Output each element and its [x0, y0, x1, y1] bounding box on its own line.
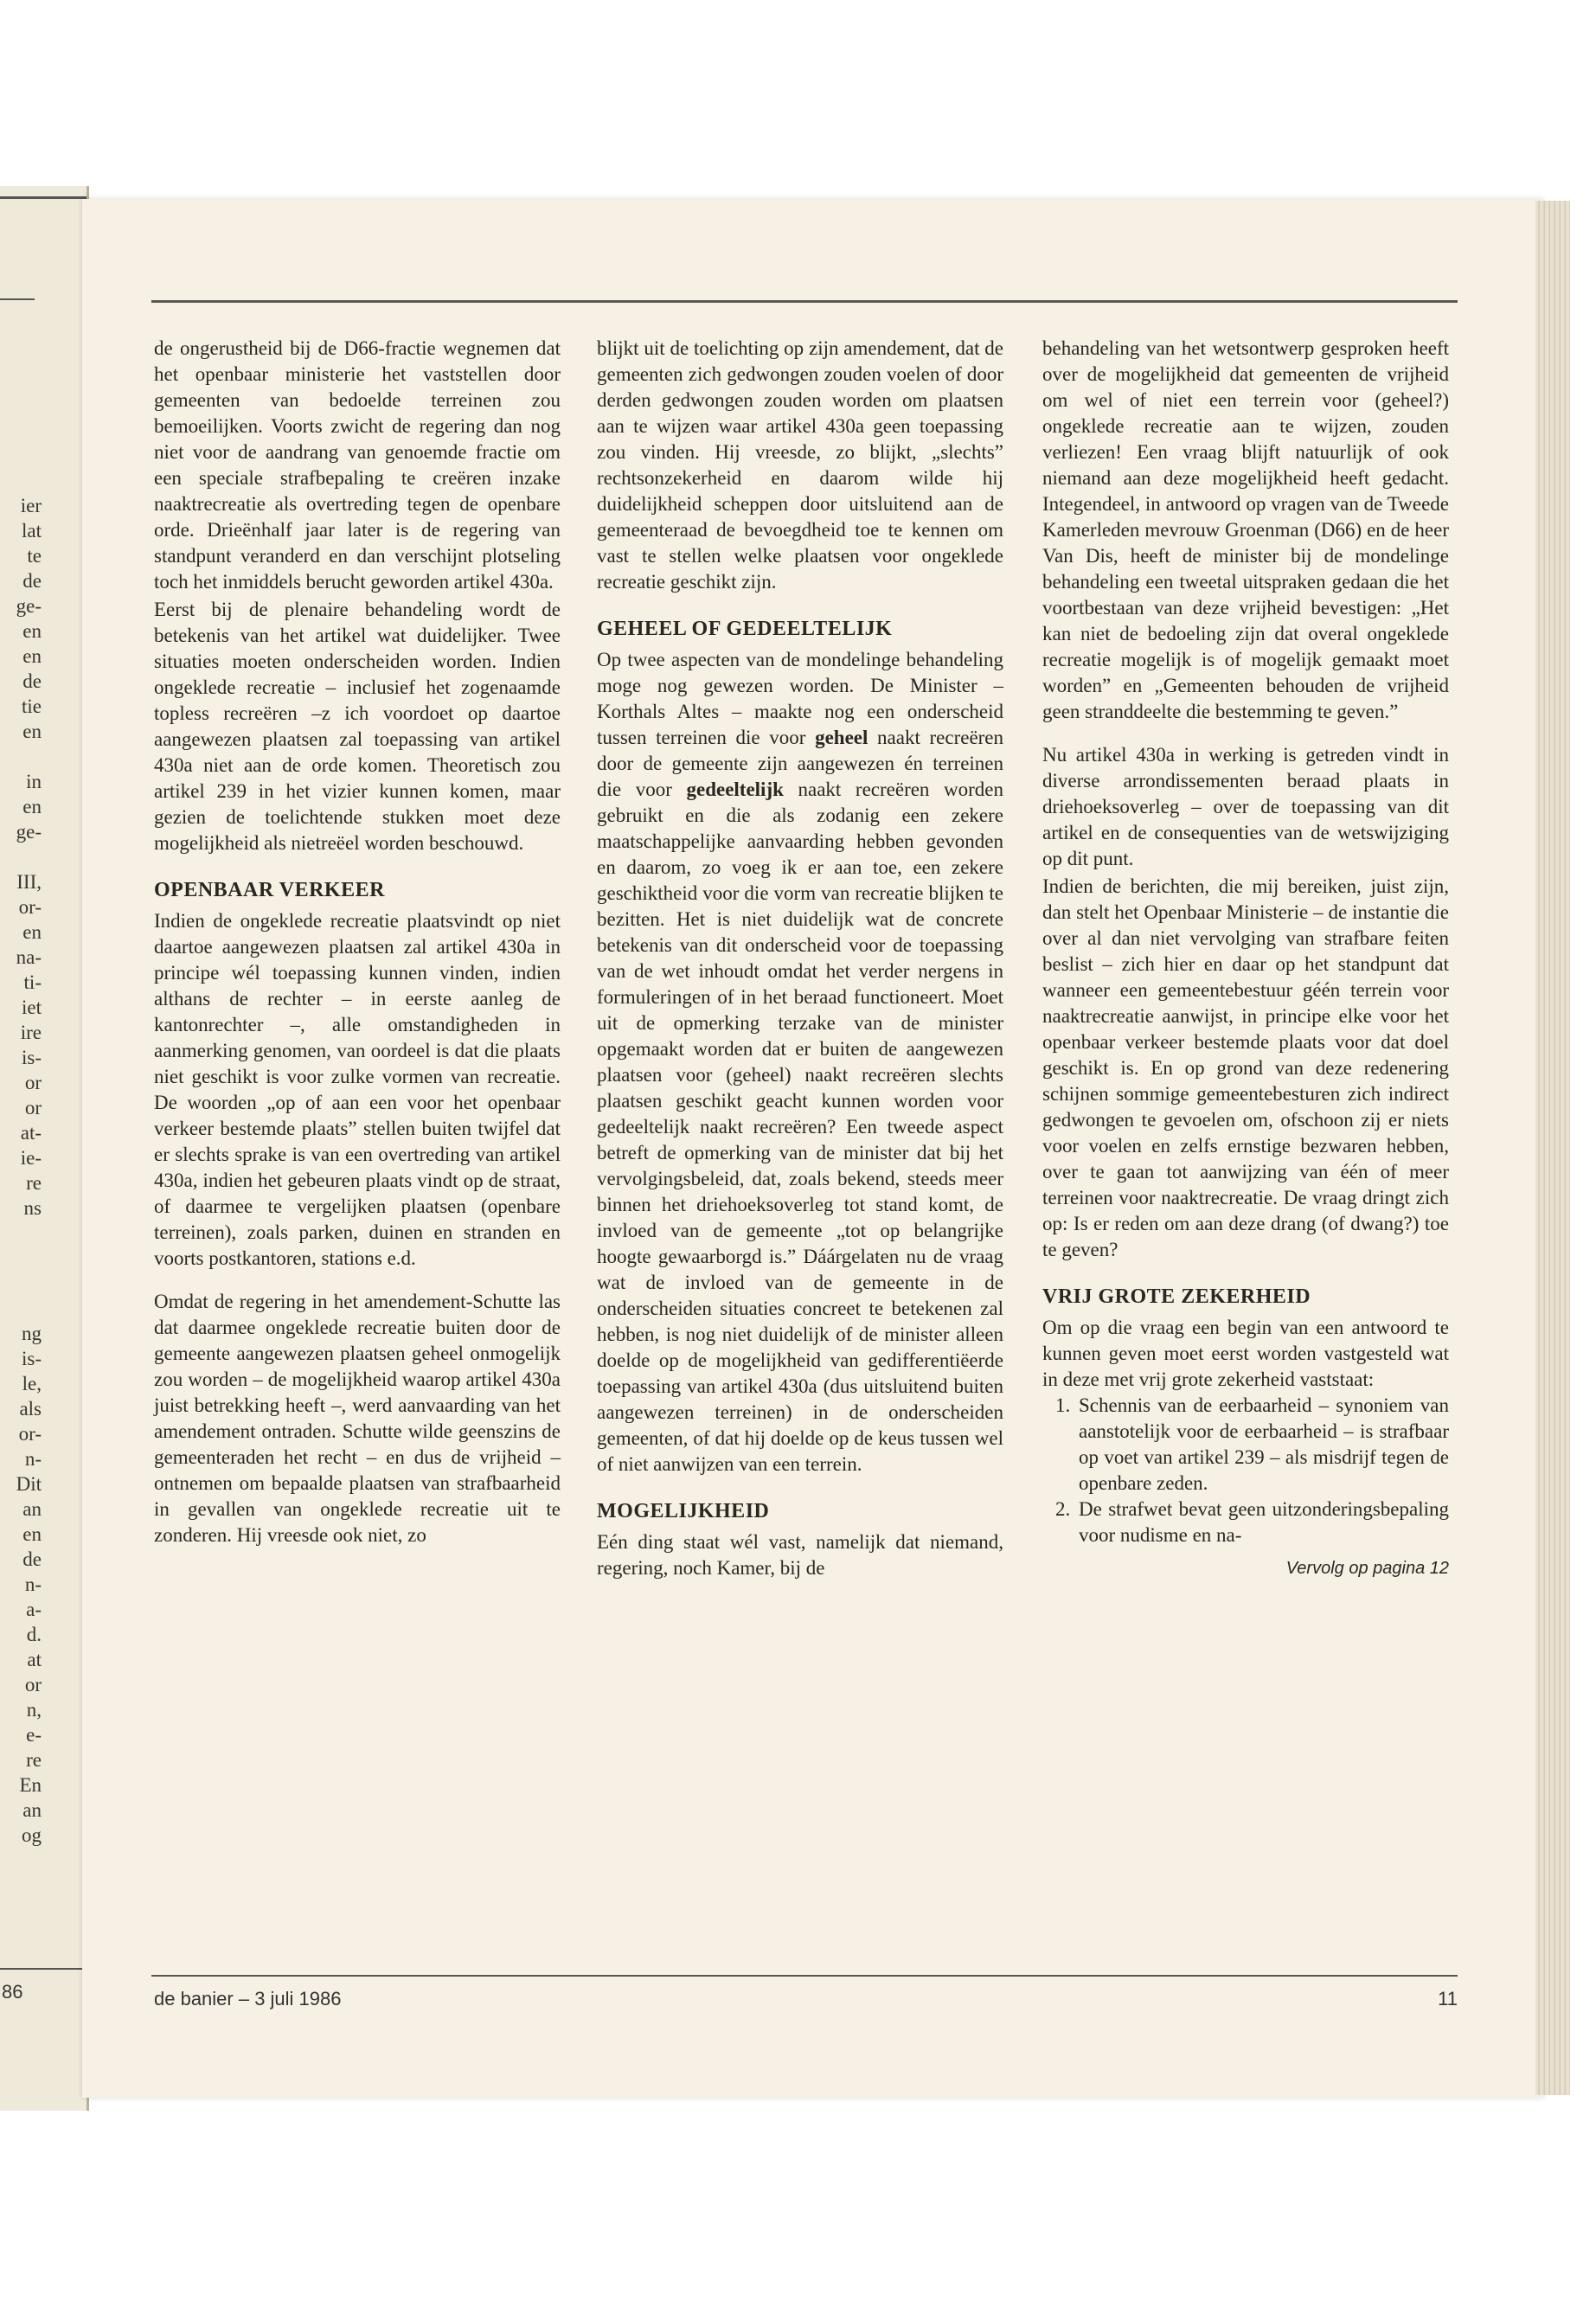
paragraph-text: Op twee aspecten van de mondelinge behandeling moge nog gewezen worden. De Minister – Korthals Altes – maakte nog een onderscheid tussen terreinen die voor [597, 649, 1003, 748]
previous-page-fragment [0, 1221, 42, 1246]
previous-page-top-rule [0, 196, 87, 199]
paragraph: Eerst bij de plenaire behandeling wordt de betekenis van het artikel wat duidelijker. Twee situaties moeten onderscheiden worden. Indien ongeklede recreatie – inclusief het zogenaamde topless recreëren –z ich voordoet op daartoe aangewezen plaatsen zal toepassing van artikel 430a niet aan de orde komen. Theoretisch zou artikel 239 in het vizier kunnen komen, maar gezien de toelichtende stukken moet deze mogelijkheid als nietreëel worden beschouwd. [154, 599, 561, 854]
previous-page-fragment: en [22, 721, 42, 742]
previous-page-fragment: iet [22, 997, 42, 1018]
bottom-rule [151, 1975, 1458, 1977]
previous-page-fragment: or [24, 1097, 42, 1118]
previous-page-fragment: III, [16, 871, 42, 893]
emphasis: gedeeltelijk [686, 779, 784, 800]
section-heading: GEHEEL OF GEDEELTELIJK [597, 618, 893, 640]
previous-page-fragment: at- [20, 1122, 42, 1144]
previous-page-fragment: na- [16, 946, 42, 968]
paragraph-text: naakt recreëren worden gebruikt en die als zodanig een zekere maatschappelijke aanvaarding hebben gevonden en daarom, zo voeg ik er aan toe, een zekere geschiktheid voor die vorm van recreatie blijken te bezitten. Het is niet duidelijk wat de concrete betekenis van dit onderscheid voor de toepassing van de wet inhoudt omdat het verder nergens in formuleringen of in het beraad functioneert. Moet uit de opmerking terzake van de minister opgemaakt worden dat er buiten de aangewezen plaatsen voor (geheel) naakt recreëren slechts plaatsen geschikt geacht kunnen worden voor gedeeltelijk naakt recreëren? Een tweede aspect betreft de opmerking van de minister dat bij het vervolgingsbeleid, dat, zoals bekend, steeds meer binnen het driehoeksoverleg tot stand komt, de invloed van de gemeente „tot op belangrijke hoogte gewaarborgd is.” Dáárgelaten nu de vraag wat de invloed van de gemeente in de onderscheiden situaties concreet te betekenen zal hebben, is nog niet duidelijk of de minister alleen doelde op de mogelijkheid van gedifferentiëerde toepassing van artikel 430a (dus uitsluitend buiten aangewezen terreinen) in de onderscheiden gemeenten, of dat hij doelde op de keus tussen wel of niet aanwijzen van een terrein. [597, 779, 1004, 1475]
column-1 [154, 336, 561, 1548]
paragraph: blijkt uit de toelichting op zijn amendement, dat de gemeenten zich gedwongen zouden voelen of door derden gedwongen zouden worden om plaatsen aan te wijzen waar artikel 430a geen toepassing zou vinden. Hij vreesde, zo blijkt, „slechts” rechtsonzekerheid en daarom wilde hij duidelijkheid scheppen door uitsluitend aan de gemeenteraad de bevoegdheid toe te kennen om vast te stellen welke plaatsen voor ongeklede recreatie geschikt zijn. [597, 337, 1003, 593]
previous-page-edge [0, 186, 89, 2111]
section-heading: OPENBAAR VERKEER [154, 879, 385, 901]
previous-page-fragment: En [19, 1774, 42, 1796]
previous-page-text-fragments [0, 493, 42, 1848]
page-number: 11 [1438, 1988, 1458, 2009]
column-3 [1042, 336, 1449, 1581]
paragraph-text: naakt recreëren door de gemeente zijn aangewezen én terreinen die voor [597, 727, 1004, 800]
previous-page-fragment: an [22, 1799, 42, 1821]
page-stack-edges [1535, 201, 1570, 2095]
previous-page-fragment: de [22, 670, 42, 692]
previous-page-fragment: a- [26, 1599, 42, 1620]
previous-page-fragment: de [22, 570, 42, 592]
previous-page-fragment: de [22, 1548, 42, 1570]
previous-page-fragment: en [22, 620, 42, 642]
section-heading: MOGELIJKHEID [597, 1500, 770, 1522]
previous-page-fragment: is- [22, 1348, 42, 1369]
previous-page-fragment: en [22, 1523, 42, 1545]
previous-page-fragment: tie [22, 695, 42, 717]
paragraph [597, 647, 1003, 1477]
previous-page-fragment: Dit [16, 1473, 42, 1495]
footer-publication: de banier – 3 juli 1986 [154, 1988, 342, 2009]
previous-page-fragment: in [26, 771, 42, 792]
previous-page-fragment: ie- [20, 1147, 42, 1169]
previous-page-fragment: ng [22, 1323, 42, 1344]
previous-page-fragment [0, 1271, 42, 1296]
numbered-list [1042, 1393, 1449, 1548]
previous-page-fragment: re [26, 1172, 42, 1194]
previous-page-fragment: re [26, 1749, 42, 1771]
previous-page-fragment: og [22, 1824, 42, 1846]
previous-page-fragment: lat [22, 520, 42, 542]
previous-page-fragment: en [22, 921, 42, 943]
previous-page-fragment [0, 1246, 42, 1271]
previous-page-fragment: le, [22, 1373, 42, 1394]
previous-page-fragment [0, 1296, 42, 1321]
previous-page-fragment: is- [22, 1047, 42, 1068]
previous-page-fragment: n, [26, 1699, 42, 1721]
previous-page-fragment: or [24, 1674, 42, 1695]
previous-page-fragment: e- [26, 1724, 42, 1746]
paragraph: Omdat de regering in het amendement-Schutte las dat daarmee ongeklede recreatie buiten door de gemeente aangewezen plaatsen geheel onmogelijk zou worden – de mogelijkheid waarop artikel 430a juist betrekking heeft –, werd aanvaarding van het amendement ontraden. Schutte wilde geenszins de gemeenteraden het recht – en dus de vrijheid – ontnemen om bepaalde plaatsen van strafbaarheid in gevallen van ongeklede recreatie uit te zonderen. Hij vreesde ook niet, zo [154, 1291, 561, 1546]
previous-page-fragment: ier [20, 495, 42, 516]
previous-page-fragment: te [27, 545, 42, 567]
previous-page-fragment: n- [24, 1448, 42, 1470]
list-item: 1. Schennis van de eerbaarheid – synoniem van aanstotelijk voor de eerbaarheid – is strafbaar op voet van artikel 239 – als misdrijf tegen de openbare zeden. [1075, 1393, 1449, 1497]
previous-page-fragment: or [24, 1072, 42, 1093]
paragraph: behandeling van het wetsontwerp gesproken heeft over de mogelijkheid dat gemeenten de vrijheid om wel of niet een terrein voor (geheel?) ongeklede recreatie aan te wijzen, zouden verliezen! Een vraag blijft natuurlijk of ook niemand aan deze mogelijkheid heeft gedacht. Integendeel, in antwoord op vragen van de Tweede Kamerleden mevrouw Groenman (D66) en de heer Van Dis, heeft de minister bij de mondelinge behandeling een tweetal uitspraken gedaan die het voortbestaan van deze vrijheid bevestigen: „Het kan niet de bedoeling zijn dat overal ongeklede recreatie mogelijk is of mogelijk gemaakt moet worden” en „Gemeenten behouden de vrijheid geen stranddeelte die bestemming te geven.” [1042, 337, 1449, 722]
paragraph: Indien de ongeklede recreatie plaatsvindt op niet daartoe aangewezen plaatsen zal artikel 430a in principe wél toepassing kunnen vinden, indien althans de rechter – in eerste aanleg de kantonrechter –, alle omstandigheden in aanmerking genomen, van oordeel is dat die plaats niet geschikt is voor zulke vormen van recreatie. De woorden „op of aan een voor het openbaar verkeer bestemde plaats” stellen buiten twijfel dat er slechts sprake is van een overtreding van artikel 430a, indien het gebeuren plaats vindt op de straat, of daarmee te vergelijken plaatsen (openbare terreinen), zoals parken, duinen en stranden en voorts postkantoren, stations e.d. [154, 910, 561, 1269]
paragraph: Indien de berichten, die mij bereiken, juist zijn, dan stelt het Openbaar Ministerie – de instantie die over al dan niet vervolging van strafbare feiten beslist – zich hier en daar op het standpunt dat wanneer een gemeentebestuur géén terrein voor naaktrecreatie aanwijst, in principe elke voor het openbaar verkeer bestemde plaats voor dat doel geschikt is. En op grond van deze redenering schijnen sommige gemeentebesturen zich indirect gedwongen te gevoelen om, ofschoon zij er niets voor voelen en zelfs ernstige bezwaren hebben, over te gaan tot aanwijzing van één of meer terreinen voor naaktrecreatie. De vraag dringt zich op: Is er reden om aan deze drang (of dwang?) toe te geven? [1042, 875, 1449, 1260]
paragraph: de ongerustheid bij de D66-fractie wegnemen dat het openbaar ministerie het vaststellen door gemeenten van bedoelde terreinen zou bemoeilijken. Voorts zwicht de regering dan nog niet voor de aandrang van genoemde fractie om een speciale strafbepaling te creëren inzake naaktrecreatie als overtreding tegen de openbare orde. Drieënhalf jaar later is de regering van standpunt veranderd en dan verschijnt plotseling toch het inmiddels berucht geworden artikel 430a. [154, 337, 561, 593]
previous-page-fragment [0, 844, 42, 869]
previous-page-fragment: ire [20, 1022, 42, 1043]
previous-page-fragment: ti- [23, 971, 42, 993]
list-item: 2. De strafwet bevat geen uitzonderingsbepaling voor nudisme en na- [1075, 1497, 1449, 1548]
column-2 [597, 336, 1003, 1581]
paragraph: Om op die vraag een begin van een antwoord te kunnen geven moet eerst worden vastgesteld wat in deze met vrij grote zekerheid vaststaat: [1042, 1317, 1449, 1390]
paragraph: Eén ding staat wél vast, namelijk dat niemand, regering, noch Kamer, bij de [597, 1531, 1003, 1579]
previous-page-fragment: an [22, 1498, 42, 1520]
previous-page-fragment: ns [23, 1197, 42, 1219]
previous-page-fragment: n- [24, 1574, 42, 1595]
previous-page-rule-mark [0, 298, 35, 300]
previous-page-fragment: ge- [16, 595, 42, 617]
previous-page-fragment: at [27, 1649, 42, 1670]
previous-page-fragment: en [22, 645, 42, 667]
paragraph: Nu artikel 430a in werking is getreden vindt in diverse arrondissementen beraad plaats in driehoeksoverleg – over de toepassing van dit artikel en de consequenties van de wetswijziging op dit punt. [1042, 744, 1449, 869]
previous-page-folio: 86 [2, 1981, 23, 2003]
previous-page-fragment: or- [18, 1423, 42, 1445]
section-heading: VRIJ GROTE ZEKERHEID [1042, 1285, 1311, 1308]
previous-page-fragment: en [22, 796, 42, 817]
previous-page-fragment: d. [26, 1624, 42, 1645]
previous-page-fragment: ge- [16, 821, 42, 843]
previous-page-bottom-rule [0, 1968, 87, 1970]
previous-page-fragment: als [19, 1398, 42, 1420]
previous-page-fragment: or- [18, 896, 42, 918]
continued-on-note: Vervolg op pagina 12 [1285, 1559, 1449, 1578]
top-rule [151, 300, 1458, 303]
emphasis: geheel [815, 727, 869, 748]
previous-page-fragment [0, 744, 42, 769]
